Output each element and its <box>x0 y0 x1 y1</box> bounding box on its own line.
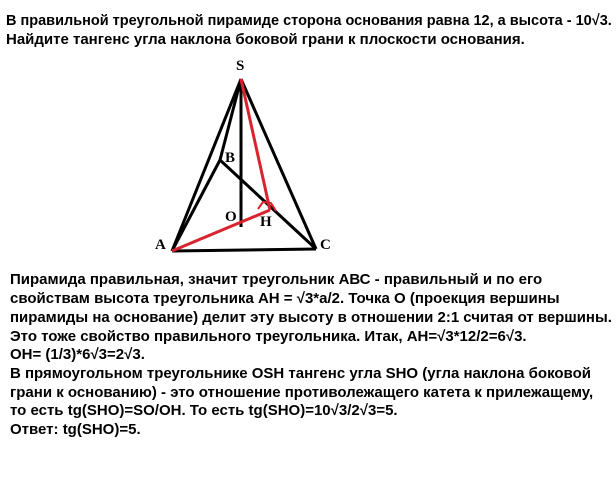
solution-line-6: В прямоугольном треугольнике OSH тангенс угла SHO (угла наклона боковой <box>10 365 591 382</box>
solution-line-3: пирамиды на основание) делит эту высоту в отношении 2:1 считая от вершины. <box>10 309 612 326</box>
answer-line: Ответ: tg(SHO)=5. <box>10 421 141 438</box>
label-B: B <box>225 150 236 166</box>
problem-statement-line-1: В правильной треугольной пирамиде сторона основания равна 12, а высота - 10√3. <box>6 12 612 29</box>
label-O: O <box>225 209 237 225</box>
solution-line-2: свойствам высота треугольника АН = √3*a/2. Точка О (проекция вершины <box>10 290 560 307</box>
edge-SC <box>241 79 316 249</box>
label-C: C <box>320 237 331 253</box>
edge-BA <box>172 160 220 251</box>
problem-statement-line-2: Найдите тангенс угла наклона боковой грани к плоскости основания. <box>6 31 525 48</box>
label-H: H <box>260 214 272 230</box>
label-A: A <box>155 237 166 253</box>
solution-line-8: то есть tg(SHO)=SO/OH. То есть tg(SHO)=10√3/2√3=5. <box>10 402 398 419</box>
solution-line-1: Пирамида правильная, значит треугольник АВС - правильный и по его <box>10 271 543 288</box>
apothem-SH <box>241 79 270 210</box>
solution-line-4: Это тоже свойство правильного треугольника. Итак, АН=√3*12/2=6√3. <box>10 328 527 345</box>
solution-line-5: ОН= (1/3)*6√3=2√3. <box>10 346 145 363</box>
solution-line-7: грани к основанию) - это отношение противолежащего катета к прилежащему, <box>10 384 594 401</box>
edge-AC <box>172 249 316 251</box>
label-S: S <box>236 58 245 74</box>
